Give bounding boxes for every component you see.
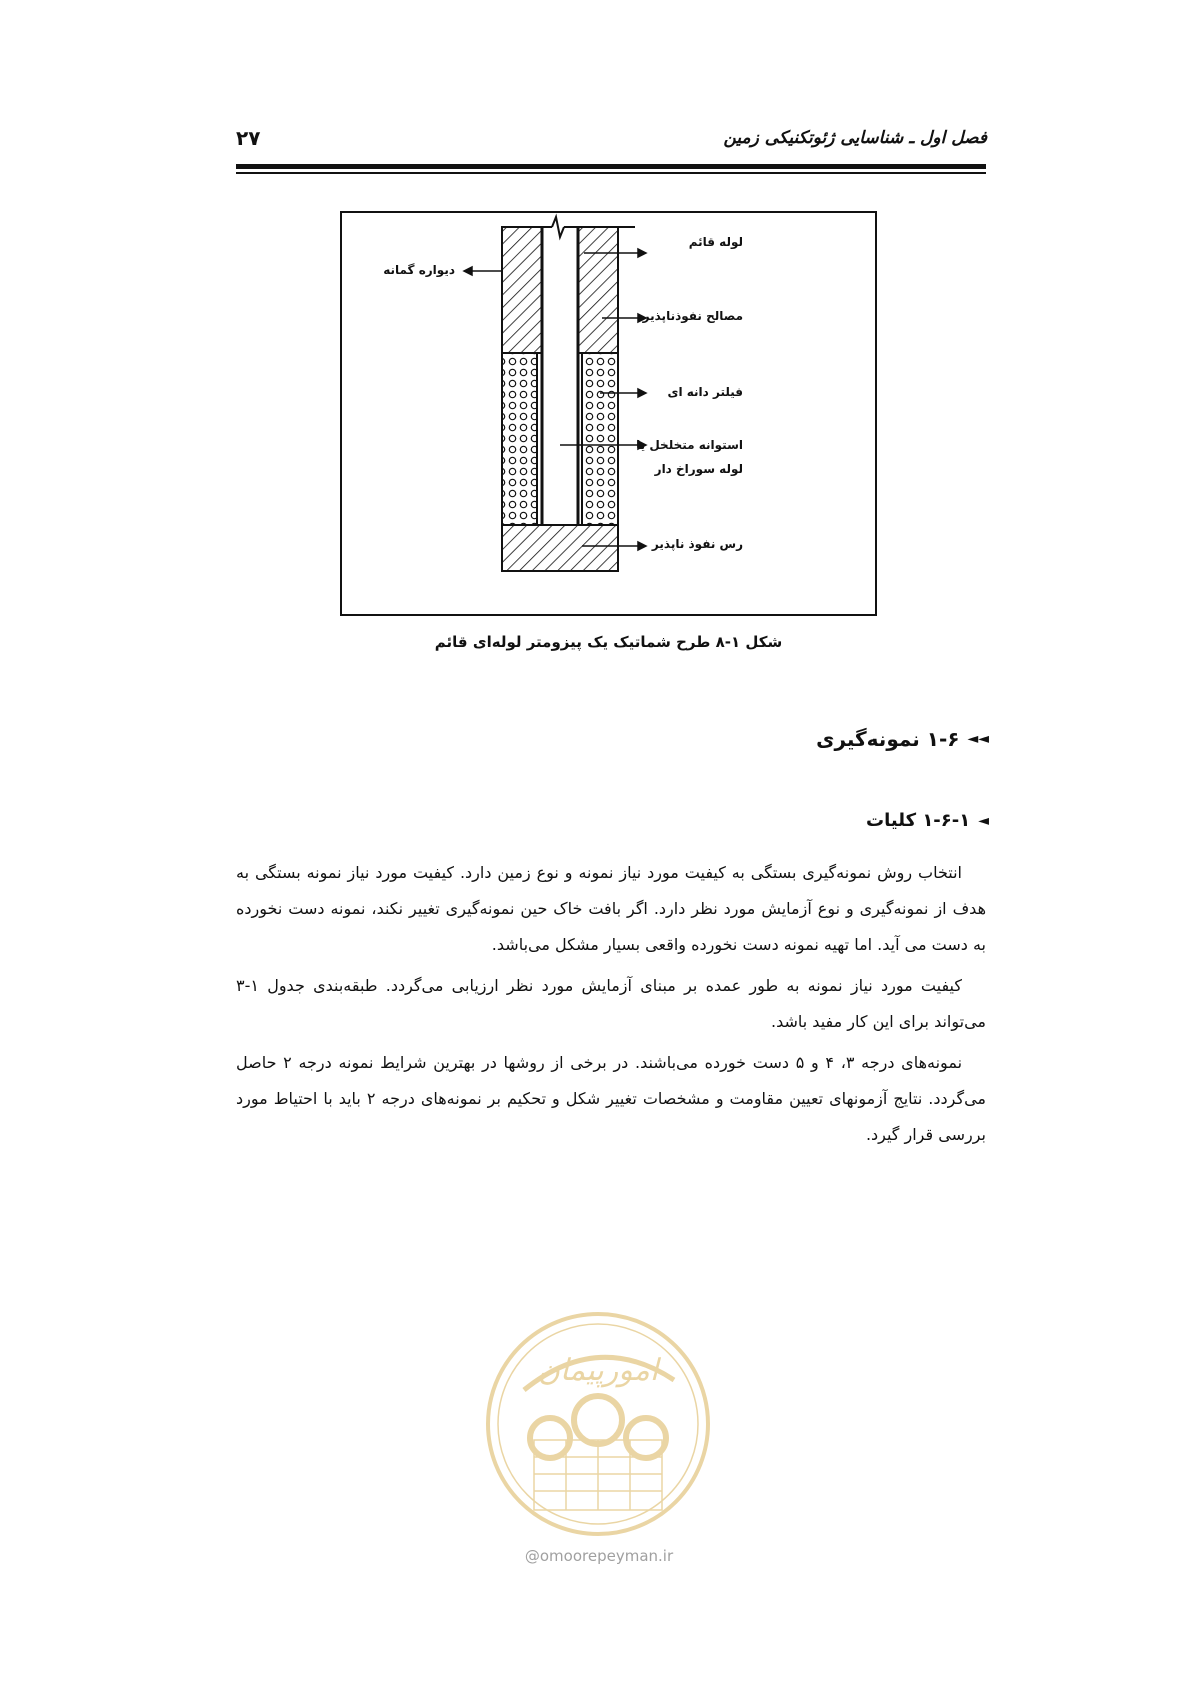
label-porous-cylinder-2: لوله سوراخ دار	[654, 462, 743, 476]
label-granular-filter: فیلتر دانه ای	[667, 385, 743, 399]
filter-left	[502, 353, 537, 525]
seal-left	[502, 227, 542, 353]
chapter-title: فصل اول ـ شناسایی ژئوتکنیکی زمین	[723, 128, 987, 148]
page-number: ۲۷	[236, 126, 261, 150]
seal-right	[578, 227, 618, 353]
label-impermeable-clay: رس نفوذ ناپذیر	[651, 537, 743, 551]
clay-bottom	[502, 525, 618, 571]
figure-caption: شکل ۱-۸ طرح شماتیک یک پیزومتر لوله‌ای قائم	[434, 633, 783, 651]
filter-right	[582, 353, 618, 525]
label-porous-cylinder-1: استوانه متخلخل یا	[636, 438, 743, 452]
header-rule-thin	[236, 172, 986, 174]
subsection-marker-icon: ◄	[978, 812, 989, 829]
label-standpipe: لوله قائم	[688, 235, 743, 249]
svg-text:امورپیمان: امورپیمان	[537, 1353, 659, 1388]
section-marker-icon: ◄◄	[967, 731, 989, 747]
paragraph-1: انتخاب روش نمونه‌گیری بستگی به کیفیت مورد نیاز نمونه و نوع زمین دارد. کیفیت مورد نیاز نمونه بستگی به هدف از نمونه‌گیری و نوع آزمایش مورد نظر دارد. اگر بافت خاک حین نمونه‌گیری تغییر نکند، نمونه دست نخورده به دست می آید. اما تهیه نمونه دست نخورده واقعی بسیار مشکل می‌باشد.	[236, 863, 986, 954]
section-title: ۱-۶ نمونه‌گیری	[816, 727, 960, 751]
header-rule-thick	[236, 164, 986, 169]
paragraph-3: نمونه‌های درجه ۳، ۴ و ۵ دست خورده می‌باشند. در برخی از روشها در بهترین شرایط نمونه درجه ۲ حاصل می‌گردد. نتایج آزمونهای تعیین مقاومت و مشخصات تغییر شکل و تحکیم بر نمونه‌های درجه ۲ باید با احتیاط مورد بررسی قرار گیرد.	[236, 1053, 986, 1144]
body-text	[236, 855, 986, 1153]
label-impermeable-material: مصالح نفوذناپذیر	[642, 309, 743, 323]
label-borehole-wall: دیواره گمانه	[383, 263, 455, 277]
watermark-logo	[484, 1310, 712, 1538]
section-heading	[816, 727, 989, 751]
paragraph-2: کیفیت مورد نیاز نمونه به طور عمده بر مبنای آزمایش مورد نظر ارزیابی می‌گردد. طبقه‌بندی جدول ۱-۳ می‌تواند برای این کار مفید باشد.	[236, 976, 986, 1031]
piezometer-figure	[340, 211, 877, 616]
subsection-heading	[866, 810, 989, 831]
watermark-url: @omoorepeyman.ir	[524, 1547, 674, 1565]
subsection-title: ۱-۶-۱ کلیات	[866, 810, 971, 831]
